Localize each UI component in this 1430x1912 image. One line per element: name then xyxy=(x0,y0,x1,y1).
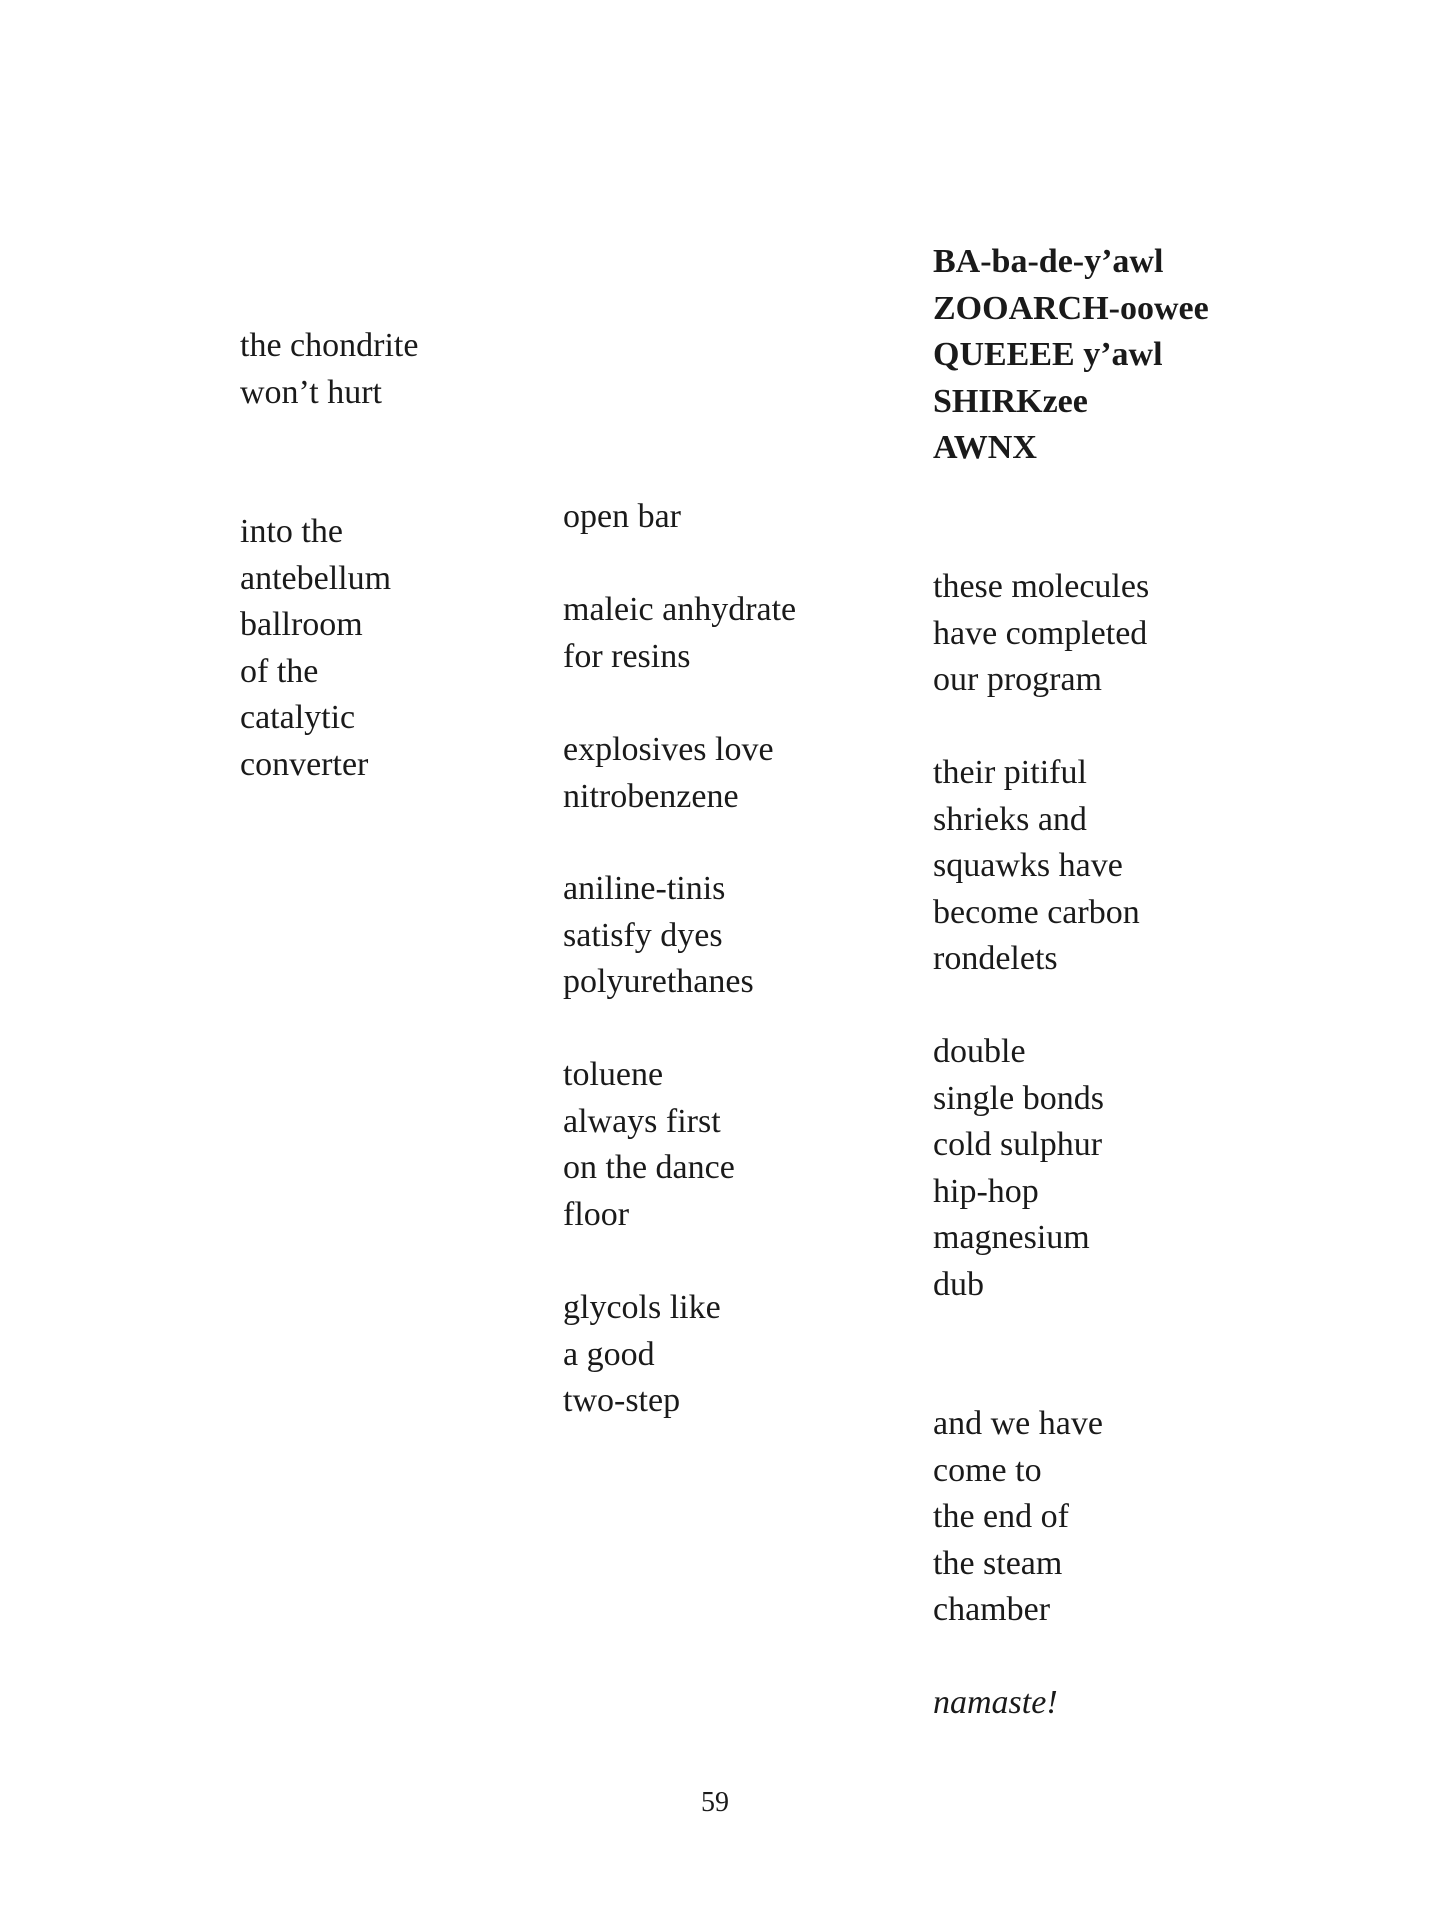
middle-stanza-6 xyxy=(563,1285,721,1425)
right-stanza-2 xyxy=(933,750,1140,983)
poem-line: chamber xyxy=(933,1591,1051,1628)
left-stanza-1 xyxy=(240,323,418,416)
poem-line: magnesium xyxy=(933,1219,1090,1256)
poem-line: floor xyxy=(563,1195,630,1233)
poem-line: won’t hurt xyxy=(240,373,382,411)
right-closing xyxy=(933,1680,1058,1727)
poem-line: of the xyxy=(240,652,319,690)
poem-line: nitrobenzene xyxy=(563,777,739,815)
poem-line: these molecules xyxy=(933,568,1150,605)
poem-line: shrieks and xyxy=(933,800,1087,838)
poem-line: hip-hop xyxy=(933,1172,1039,1210)
chant-line: ZOOARCH-oowee xyxy=(933,289,1209,327)
poem-line: on the dance xyxy=(563,1149,735,1186)
poem-line: open bar xyxy=(563,498,682,535)
right-stanza-3 xyxy=(933,1029,1104,1308)
poem-line: a good xyxy=(563,1335,655,1373)
chant-line: AWNX xyxy=(933,429,1037,466)
poem-line: rondelets xyxy=(933,940,1058,977)
right-stanza-1 xyxy=(933,564,1149,704)
chant-line: SHIRKzee xyxy=(933,382,1088,420)
chant-line: QUEEEE y’awl xyxy=(933,336,1163,373)
poem-line: the steam xyxy=(933,1544,1063,1582)
poem-line: come to xyxy=(933,1451,1042,1489)
poem-line: polyurethanes xyxy=(563,963,754,1000)
middle-stanza-2 xyxy=(563,587,796,680)
poem-line: their pitiful xyxy=(933,754,1087,791)
poem-line: the end of xyxy=(933,1498,1069,1535)
right-chant xyxy=(933,239,1209,472)
poem-line: double xyxy=(933,1033,1026,1070)
poem-line: into the xyxy=(240,513,343,550)
poem-line: become carbon xyxy=(933,893,1140,931)
chant-line: BA-ba-de-y’awl xyxy=(933,243,1164,280)
middle-stanza-4 xyxy=(563,866,754,1006)
poem-line: have completed xyxy=(933,614,1148,652)
left-stanza-2 xyxy=(240,509,391,788)
poem-line: toluene xyxy=(563,1056,664,1093)
poem-line: maleic anhydrate xyxy=(563,591,797,628)
poem-line: cold sulphur xyxy=(933,1126,1103,1163)
poem-line: glycols like xyxy=(563,1289,721,1326)
poem-line: and we have xyxy=(933,1405,1103,1442)
poem-line: always first xyxy=(563,1102,721,1140)
poem-line: explosives love xyxy=(563,731,774,768)
poem-line: catalytic xyxy=(240,699,356,736)
page-number: 59 xyxy=(701,1787,729,1818)
poem-line: for resins xyxy=(563,637,691,675)
poem-line: squawks have xyxy=(933,847,1123,884)
poem-line: converter xyxy=(240,745,369,783)
closing-line: namaste! xyxy=(933,1684,1058,1721)
poem-line: antebellum xyxy=(240,559,392,597)
poem-line: ballroom xyxy=(240,606,363,643)
poem-line: our program xyxy=(933,661,1103,698)
middle-stanza-5 xyxy=(563,1052,735,1238)
poem-line: dub xyxy=(933,1265,984,1303)
poem-line: the chondrite xyxy=(240,327,419,364)
poem-line: single bonds xyxy=(933,1079,1104,1117)
middle-stanza-3 xyxy=(563,727,774,820)
poem-line: two-step xyxy=(563,1382,681,1419)
poem-line: aniline-tinis xyxy=(563,870,726,907)
right-stanza-4 xyxy=(933,1401,1103,1634)
middle-stanza-1 xyxy=(563,494,681,541)
poem-line: satisfy dyes xyxy=(563,916,723,954)
